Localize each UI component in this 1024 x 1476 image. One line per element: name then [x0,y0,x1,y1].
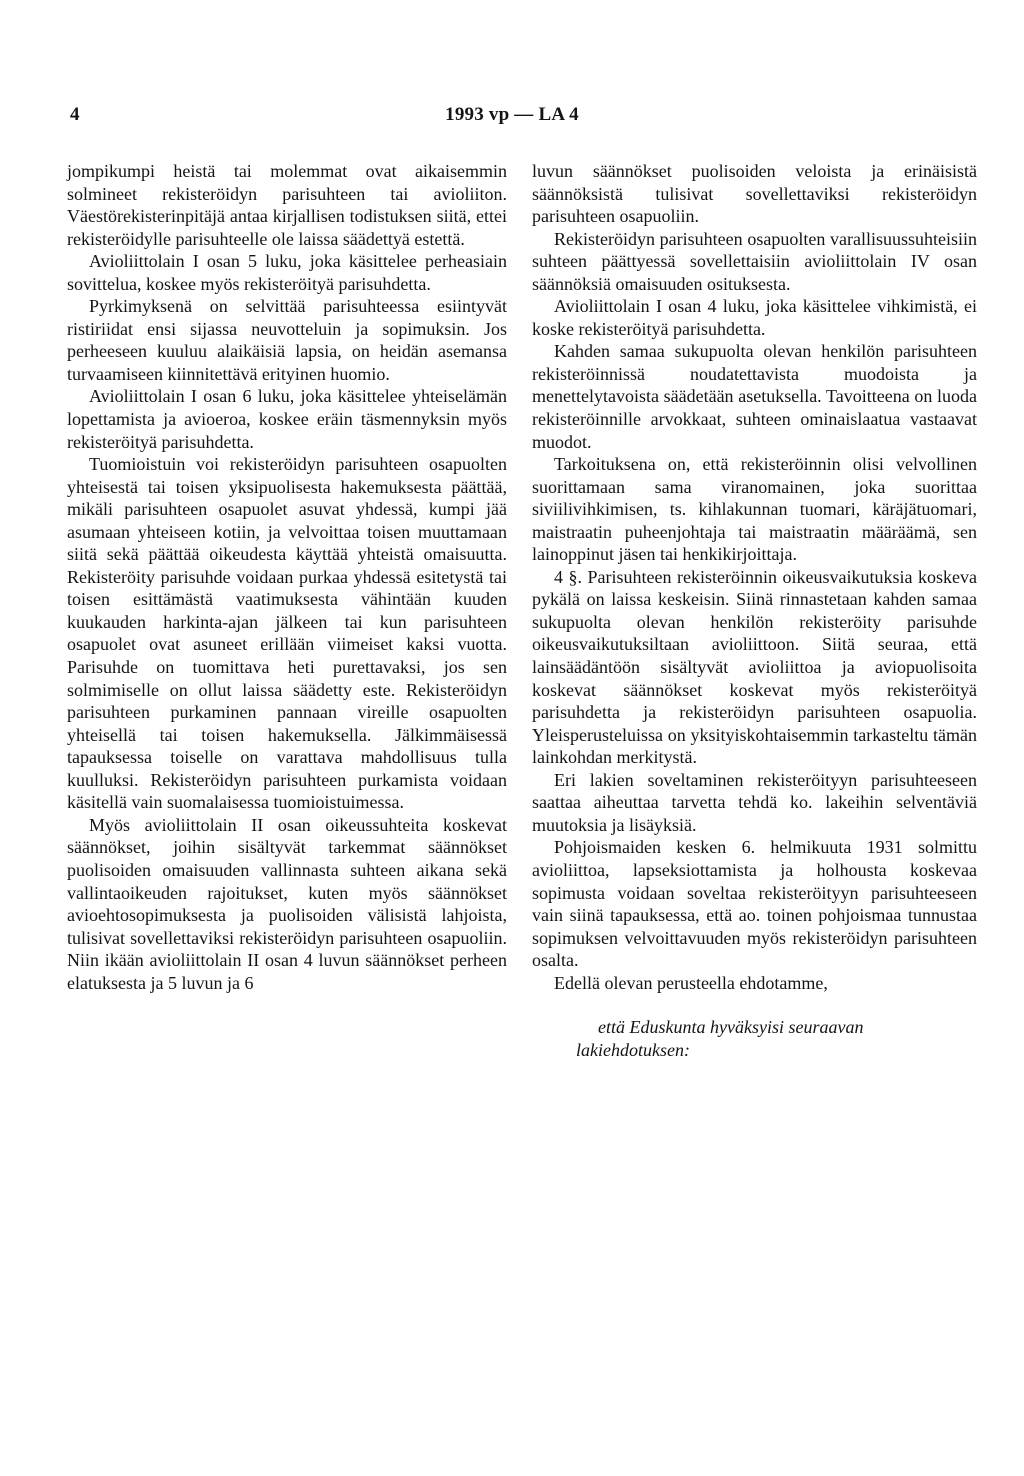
paragraph: Rekisteröidyn parisuhteen osapuolten varallisuussuhteisiin suhteen päättyessä sovellettaisiin avioliittolain IV osan säännöksiä omaisuuden osituksesta. [532,228,977,294]
paragraph: Myös avioliittolain II osan oikeussuhteita koskevat säännökset, joihin sisältyvät tarkemmat säännökset puolisoiden omaisuuden vallinnasta suhteen aikana sekä vallintaoikeuden rajoitukset, kuten myös säännökset avioehtosopimuksesta ja puolisoiden välisistä lahjoista, tulisivat sovellettaviksi rekisteröidyn parisuhteen osapuoliin. Niin ikään avioliittolain II osan 4 luvun säännökset perheen elatuksesta ja 5 luvun ja 6 [67,814,507,993]
paragraph: Avioliittolain I osan 4 luku, joka käsittelee vihkimistä, ei koske rekisteröityä parisuhdetta. [532,296,977,339]
paragraph: luvun säännökset puolisoiden veloista ja erinäisistä säännöksistä tulisivat sovellettaviksi rekisteröidyn parisuhteen osapuoliin. [532,161,977,227]
paragraph: Avioliittolain I osan 6 luku, joka käsittelee yhteiselämän lopettamista ja avioeroa, koskee eräin täsmennyksin myös rekisteröityä parisuhdetta. [67,386,507,452]
running-head: 1993 vp — LA 4 [445,104,579,125]
left-column [67,160,507,994]
closing-statement: että Eduskunta hyväksyisi seuraavan lakiehdotuksen: [576,1017,864,1060]
paragraph: Eri lakien soveltaminen rekisteröityyn parisuhteeseen saattaa aiheuttaa tarvetta tehdä ko. lakeihin selventäviä muutoksia ja lisäyksiä. [532,769,977,835]
right-column [532,160,977,1061]
paragraph: Tarkoituksena on, että rekisteröinnin olisi velvollinen suorittamaan sama viranomainen, joka suorittaa siviilivihkimisen, ts. kihlakunnan tuomari, käräjätuomari, maistraatin puheenjohtaja tai maistraatin määräämä, sen lainoppinut jäsen tai henkikirjoittaja. [532,454,977,565]
paragraph: 4 §. Parisuhteen rekisteröinnin oikeusvaikutuksia koskeva pykälä on laissa keskeisin. Siinä rinnastetaan kahden samaa sukupuolta olevan henkilön rekisteröity parisuhde oikeusvaikutuksiltaan avioliittoon. Siitä seuraa, että lainsäädäntöön sisältyvät avioliittoa ja aviopuolisoita koskevat säännökset koskevat myös rekisteröityä parisuhdetta ja rekisteröidyn parisuhteen osapuolia. Yleisperusteluissa on yksityiskohtaisemmin tarkasteltu tämän lainkohdan merkitystä. [532,566,977,768]
page-number: 4 [70,104,80,125]
paragraph: Edellä olevan perusteella ehdotamme, [554,972,828,993]
paragraph: Pohjoismaiden kesken 6. helmikuuta 1931 solmittu avioliittoa, lapseksiottamista ja holhousta koskevaa sopimusta voidaan soveltaa rekisteröityyn parisuhteeseen vain siinä tapauksessa, että ao. toinen pohjoismaa tunnustaa sopimuksen velvoittavuuden myös rekisteröidyn parisuhteen osalta. [532,837,977,971]
paragraph: Tuomioistuin voi rekisteröidyn parisuhteen osapuolten yhteisestä tai toisen yksipuolisesta hakemuksesta päättää, mikäli parisuhteen osapuolet asuvat yhdessä, kumpi jää asumaan yhteiseen kotiin, ja velvoittaa toisen muuttamaan siitä sekä päättää oikeudesta käyttää yhteistä omaisuutta. Rekisteröity parisuhde voidaan purkaa yhdessä esitetystä tai toisen esittämästä vaatimuksesta vähintään kuuden kuukauden harkinta-ajan jälkeen tai kun parisuhteen osapuolet ovat asuneet erillään viimeiset kaksi vuotta. Parisuhde on tuomittava heti purettavaksi, jos sen solmimiselle on ollut laissa säädetty este. Rekisteröidyn parisuhteen purkaminen pannaan vireille osapuolten yhteisellä tai toisen hakemuksella. Jälkimmäisessä tapauksessa toiselle on varattava mahdollisuus tulla kuulluksi. Rekisteröidyn parisuhteen purkamista voidaan käsitellä vain suomalaisessa tuomioistuimessa. [67,454,507,813]
paragraph: Avioliittolain I osan 5 luku, joka käsittelee perheasiain sovittelua, koskee myös rekisteröityä parisuhdetta. [67,251,507,294]
paragraph: Kahden samaa sukupuolta olevan henkilön parisuhteen rekisteröinnissä noudatettavista muodoista ja menettelytavoista säädetään asetuksella. Tavoitteena on luoda rekisteröinnille arvokkaat, suhteen ominaislaatua vastaavat muodot. [532,341,977,452]
paragraph: jompikumpi heistä tai molemmat ovat aikaisemmin solmineet rekisteröidyn parisuhteen tai avioliiton. Väestörekisterinpitäjä antaa kirjallisen todistuksen siitä, ettei rekisteröidylle parisuhteelle ole laissa säädettyä estettä. [67,161,507,249]
paragraph: Pyrkimyksenä on selvittää parisuhteessa esiintyvät ristiriidat ensi sijassa neuvotteluin ja sopimuksin. Jos perheeseen kuuluu alaikäisiä lapsia, on heidän asemansa turvaamiseen kiinnitettävä erityinen huomio. [67,296,507,384]
